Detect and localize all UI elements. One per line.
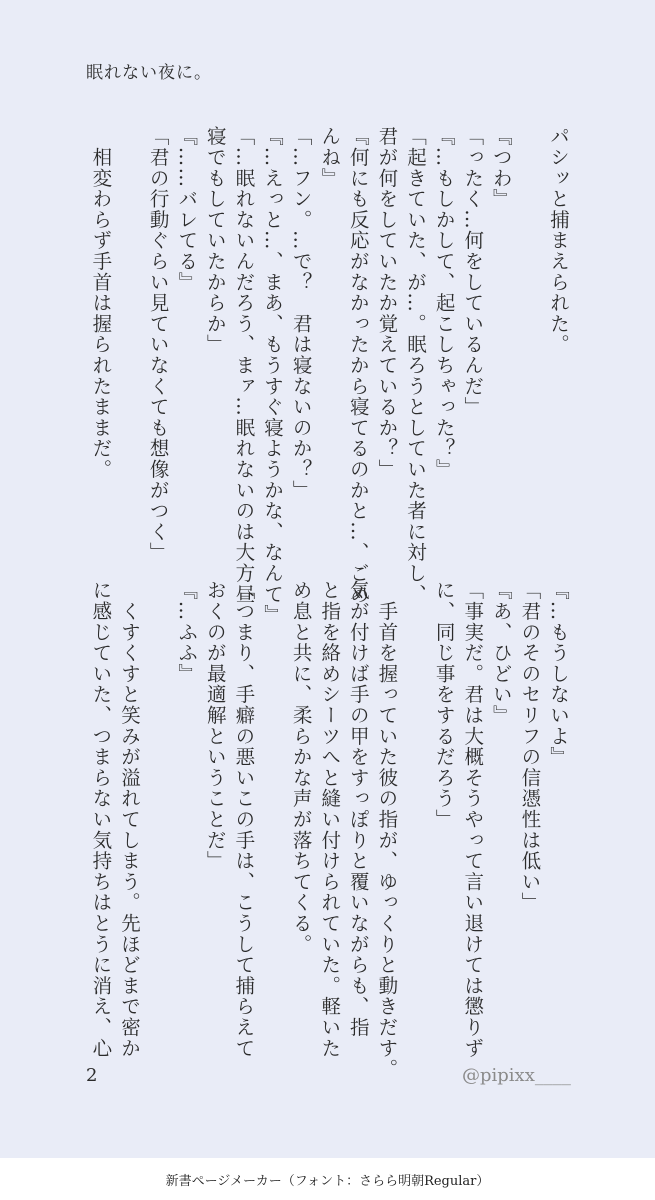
footer-bar [0, 1158, 655, 1200]
text-column: 『…ふふ』 [175, 580, 199, 684]
text-column: 君が何をしていたか覚えているか？」 [375, 126, 399, 480]
text-column: 「事実だ。君は大概そうやって言い退けては懲りず [461, 580, 485, 1059]
page-title: 眠れない夜に。 [86, 63, 212, 83]
text-column: くすくすと笑みが溢れてしまう。先ほどまで密か [118, 580, 141, 1059]
text-column: 「君の行動ぐらい見ていなくても想像がつく」 [146, 126, 170, 563]
page-number: 2 [86, 1065, 98, 1086]
text-column: 「つまり、手癖の悪いこの手は、こうして捕らえて [232, 580, 256, 1059]
text-column: 『…もうしないよ』 [547, 580, 570, 768]
text-column: 「起きていた、が…。眠ろうとしていた者に対し、 [404, 126, 427, 605]
text-column: 手首を握っていた彼の指が、ゆっくりと動きだす。 [375, 580, 399, 1080]
text-column: 『…えっと…、まあ、もうすぐ寝ようかな、なんて』 [261, 126, 284, 626]
author-handle: @pipixx____ [462, 1065, 571, 1086]
text-column: 「君のそのセリフの信憑性は低い」 [518, 580, 542, 913]
text-column: め息と共に、柔らかな声が落ちてくる。 [289, 580, 313, 955]
text-column: 『…もしかして、起こしちゃった？』 [432, 126, 456, 480]
text-column: 寝でもしていたからか」 [203, 126, 227, 355]
text-column: 「ったく…何をしているんだ」 [461, 126, 485, 418]
text-column: パシッと捕まえられた。 [547, 126, 570, 355]
text-column: に感じていた、つまらない気持ちはとうに消え、心 [89, 580, 113, 1059]
text-column: 「…フン。…で？ 君は寝ないのか？」 [289, 126, 313, 501]
text-column: 『……バレてる』 [175, 126, 199, 293]
text-column: に、同じ事をするだろう」 [432, 580, 456, 830]
footer-caption: 新書ページメーカー（フォント：さらら明朝Regular） [165, 1173, 490, 1189]
text-column: 『あ、ひどい』 [489, 580, 513, 726]
text-column: おくのが最適解ということだ」 [203, 580, 227, 872]
text-column: 『つわ』 [489, 126, 513, 210]
text-column: んね』 [318, 126, 342, 189]
text-column: 相変わらず手首は握られたままだ。 [89, 126, 113, 480]
text-column: 「…眠れないんだろう、まァ…眠れないのは大方昼 [232, 126, 256, 605]
text-column: 気が付けば手の甲をすっぽりと覆いながらも、指 [346, 580, 370, 1038]
text-column: と指を絡めシーツへと縫い付けられていた。軽いた [318, 580, 342, 1059]
text-column: 『何にも反応がなかったから寝てるのかと…、ごめ [346, 126, 370, 605]
